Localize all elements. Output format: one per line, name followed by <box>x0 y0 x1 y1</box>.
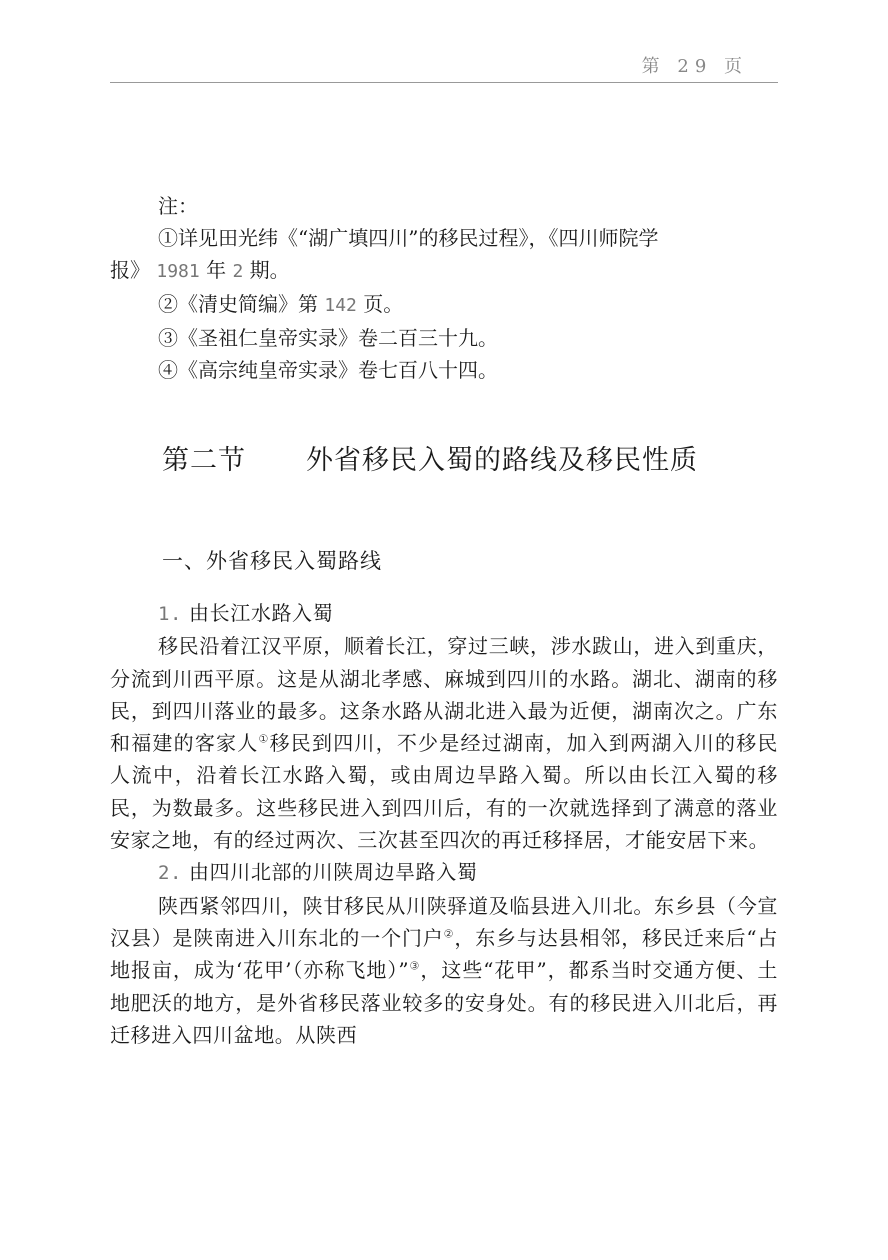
note-1-line-2 <box>110 254 778 288</box>
note-2 <box>110 288 778 322</box>
paragraph-2-part-c: ，这些“花甲”，都系当时交通方便、土地肥沃的地方，是外省移民落业较多的安身处。有的移民进入川北后，再迁移进入四川盆地。从陕西 <box>110 958 779 1047</box>
note-4: ④《高宗纯皇帝实录》卷七百八十四。 <box>158 358 498 382</box>
footnote-ref-2: ② <box>443 927 455 941</box>
paragraph-2-part-b: ，东乡与达县相邻，移民迁来后“占地报亩，成为‘花甲’（亦称飞地）” <box>110 925 778 983</box>
note-2-end: 页。 <box>363 292 404 316</box>
section-title <box>162 438 698 477</box>
footnote-ref-3: ③ <box>409 959 421 973</box>
header-rule <box>110 82 778 83</box>
note-1-issue-unit: 期。 <box>249 258 290 282</box>
note-1-journal-end: 报》 <box>110 258 150 282</box>
paragraph-2 <box>110 890 778 1051</box>
section-title-text: 外省移民入蜀的路线及移民性质 <box>306 445 698 476</box>
footnote-ref-1: ① <box>258 732 270 746</box>
paragraph-2-part-a: 陕西紧邻四川，陕甘移民从川陕驿道及临县进入川北。东乡县（今宣汉县）是陕南进入川东北的一个门户 <box>110 893 778 950</box>
note-3: ③《圣祖仁皇帝实录》卷二百三十九。 <box>158 326 498 350</box>
note-1-line-1: ①详见田光纬《“湖广填四川”的移民过程》，《四川师院学 <box>158 226 659 250</box>
page-header <box>110 52 778 82</box>
paragraph-1 <box>110 630 778 856</box>
note-1-year: 1981 <box>156 261 200 282</box>
note-1-issue: 2 <box>232 261 244 282</box>
route-heading-2-number: 2. <box>158 862 183 885</box>
route-heading-1 <box>110 597 778 630</box>
note-2-page: 142 <box>324 295 357 316</box>
route-heading-2 <box>110 856 778 889</box>
route-heading-2-text: 由四川北部的川陕周边旱路入蜀 <box>189 860 478 885</box>
body-text <box>110 597 778 1051</box>
page-number: 第 29 页 <box>641 56 748 77</box>
note-1-year-unit: 年 <box>206 258 227 282</box>
paragraph-1-part-a: 移民沿着江汉平原，顺着长江，穿过三峡，涉水跋山，进入到重庆，分流到川西平原。这是从湖北孝感、麻城到四川的水路。湖北、湖南的移民，到四川落业的最多。这条水路从湖北进入最为近便，湖南次之。广东和福建的客家人 <box>110 634 778 756</box>
footnotes <box>110 190 778 386</box>
route-heading-1-text: 由长江水路入蜀 <box>189 601 334 625</box>
subsection-title: 一、外省移民入蜀路线 <box>162 549 382 573</box>
note-2-text: ②《清史简编》第 <box>158 292 318 316</box>
route-heading-1-number: 1. <box>158 603 183 625</box>
paragraph-1-part-b: 移民到四川，不少是经过湖南，加入到两湖入川的移民人流中，沿着长江水路入蜀，或由周边旱路入蜀。所以由长江入蜀的移民，为数最多。这些移民进入到四川后，有的一次就选择到了满意的落业安家之地，有的经过两次、三次甚至四次的再迁移择居，才能安居下来。 <box>110 731 779 853</box>
section-number: 第二节 <box>162 445 246 476</box>
notes-label: 注： <box>158 194 198 218</box>
